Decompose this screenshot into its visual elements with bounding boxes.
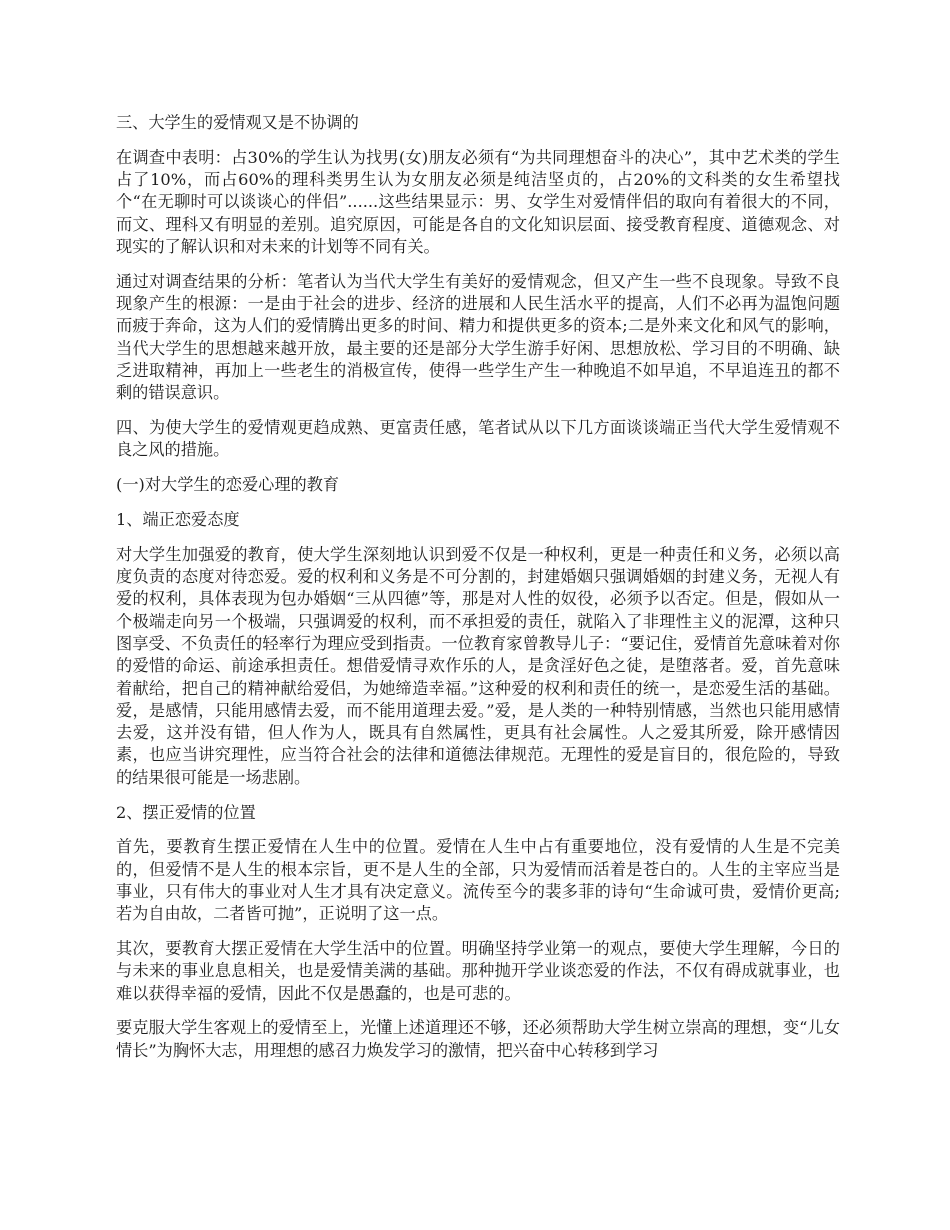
position-paragraph-3: 要克服大学生客观上的爱情至上，光懂上述道理还不够，还必须帮助大学生树立崇高的理想，变“儿女情长”为胸怀大志，用理想的感召力焕发学习的激情，把兴奋中心转移到学习 [116, 1018, 840, 1060]
position-paragraph-1: 首先，要教育生摆正爱情在人生中的位置。爱情在人生中占有重要地位，没有爱情的人生是不完美的，但爱情不是人生的根本宗旨，更不是人生的全部，只为爱情而活着是苍白的。人生的主宰应当是事业，只有伟大的事业对人生才具有决定意义。流传至今的裴多菲的诗句“生命诚可贵，爱情价更高;若为自由故，二者皆可抛”，正说明了这一点。 [116, 837, 840, 924]
section-heading-3: 三、大学生的爱情观又是不协调的 [116, 113, 359, 132]
attitude-paragraph: 对大学生加强爱的教育，使大学生深刻地认识到爱不仅是一种权利，更是一种责任和义务，必须以高度负责的态度对待恋爱。爱的权利和义务是不可分割的，封建婚姻只强调婚姻的封建义务，无视人有爱的权利，具体表现为包办婚姻“三从四德”等，那是对人性的奴役，必须予以否定。但是，假如从一个极端走向另一个极端，只强调爱的权利，而不承担爱的责任，就陷入了非理性主义的泥潭，这种只图享受、不负责任的轻率行为理应受到指责。一位教育家曾教导儿子：“要记住，爱情首先意味着对你的爱惜的命运、前途承担责任。想借爱情寻欢作乐的人，是贪淫好色之徒，是堕落者。爱，首先意味着献给，把自己的精神献给爱侣，为她缔造幸福。”这种爱的权利和责任的统一，是恋爱生活的基础。爱，是感情，只能用感情去爱，而不能用道理去爱。”爱，是人类的一种特别情感，当然也只能用感情去爱，这并没有错，但人作为人，既具有自然属性，更具有社会属性。人之爱其所爱，除开感情因素，也应当讲究理性，应当符合社会的法律和道德法律规范。无理性的爱是盲目的，很危险的，导致的结果很可能是一场悲剧。 [116, 544, 840, 787]
document-page [116, 112, 840, 1074]
section-heading-4: 四、为使大学生的爱情观更趋成熟、更富责任感，笔者试从以下几方面谈谈端正当代大学生爱情观不良之风的措施。 [116, 418, 840, 460]
subsection-heading-1: (一)对大学生的恋爱心理的教育 [116, 475, 340, 495]
item-heading-2: 2、摆正爱情的位置 [116, 802, 256, 822]
item-heading-1: 1、端正恋爱态度 [116, 509, 240, 529]
position-paragraph-2: 其次，要教育大摆正爱情在大学生活中的位置。明确坚持学业第一的观点，要使大学生理解，今日的与未来的事业息息相关，也是爱情美满的基础。那种抛开学业谈恋爱的作法，不仅有碍成就事业，也难以获得幸福的爱情，因此不仅是愚蠢的，也是可悲的。 [116, 939, 840, 1003]
survey-paragraph: 在调查中表明：占30%的学生认为找男(女)朋友必须有“为共同理想奋斗的决心”，其中艺术类的学生占了10%，而占60%的理科类男生认为女朋友必须是纯洁坚贞的，占20%的文科类的女生希望找个“在无聊时可以谈谈心的伴侣”......这些结果显示：男、女学生对爱情伴侣的取向有着很大的不同，而文、理科又有明显的差别。追究原因，可能是各自的文化知识层面、接受教育程度、道德观念、对现实的了解认识和对未来的计划等不同有关。 [116, 147, 840, 256]
analysis-paragraph: 通过对调查结果的分析：笔者认为当代大学生有美好的爱情观念，但又产生一些不良现象。导致不良现象产生的根源：一是由于社会的进步、经济的进展和人民生活水平的提高，人们不必再为温饱问题而疲于奔命，这为人们的爱情腾出更多的时间、精力和提供更多的资本;二是外来文化和风气的影响，当代大学生的思想越来越开放，最主要的还是部分大学生游手好闲、思想放松、学习目的不明确、缺乏进取精神，再加上一些老生的消极宣传，使得一些学生产生一种晚追不如早追，不早追连丑的都不剩的错误意识。 [116, 271, 840, 403]
